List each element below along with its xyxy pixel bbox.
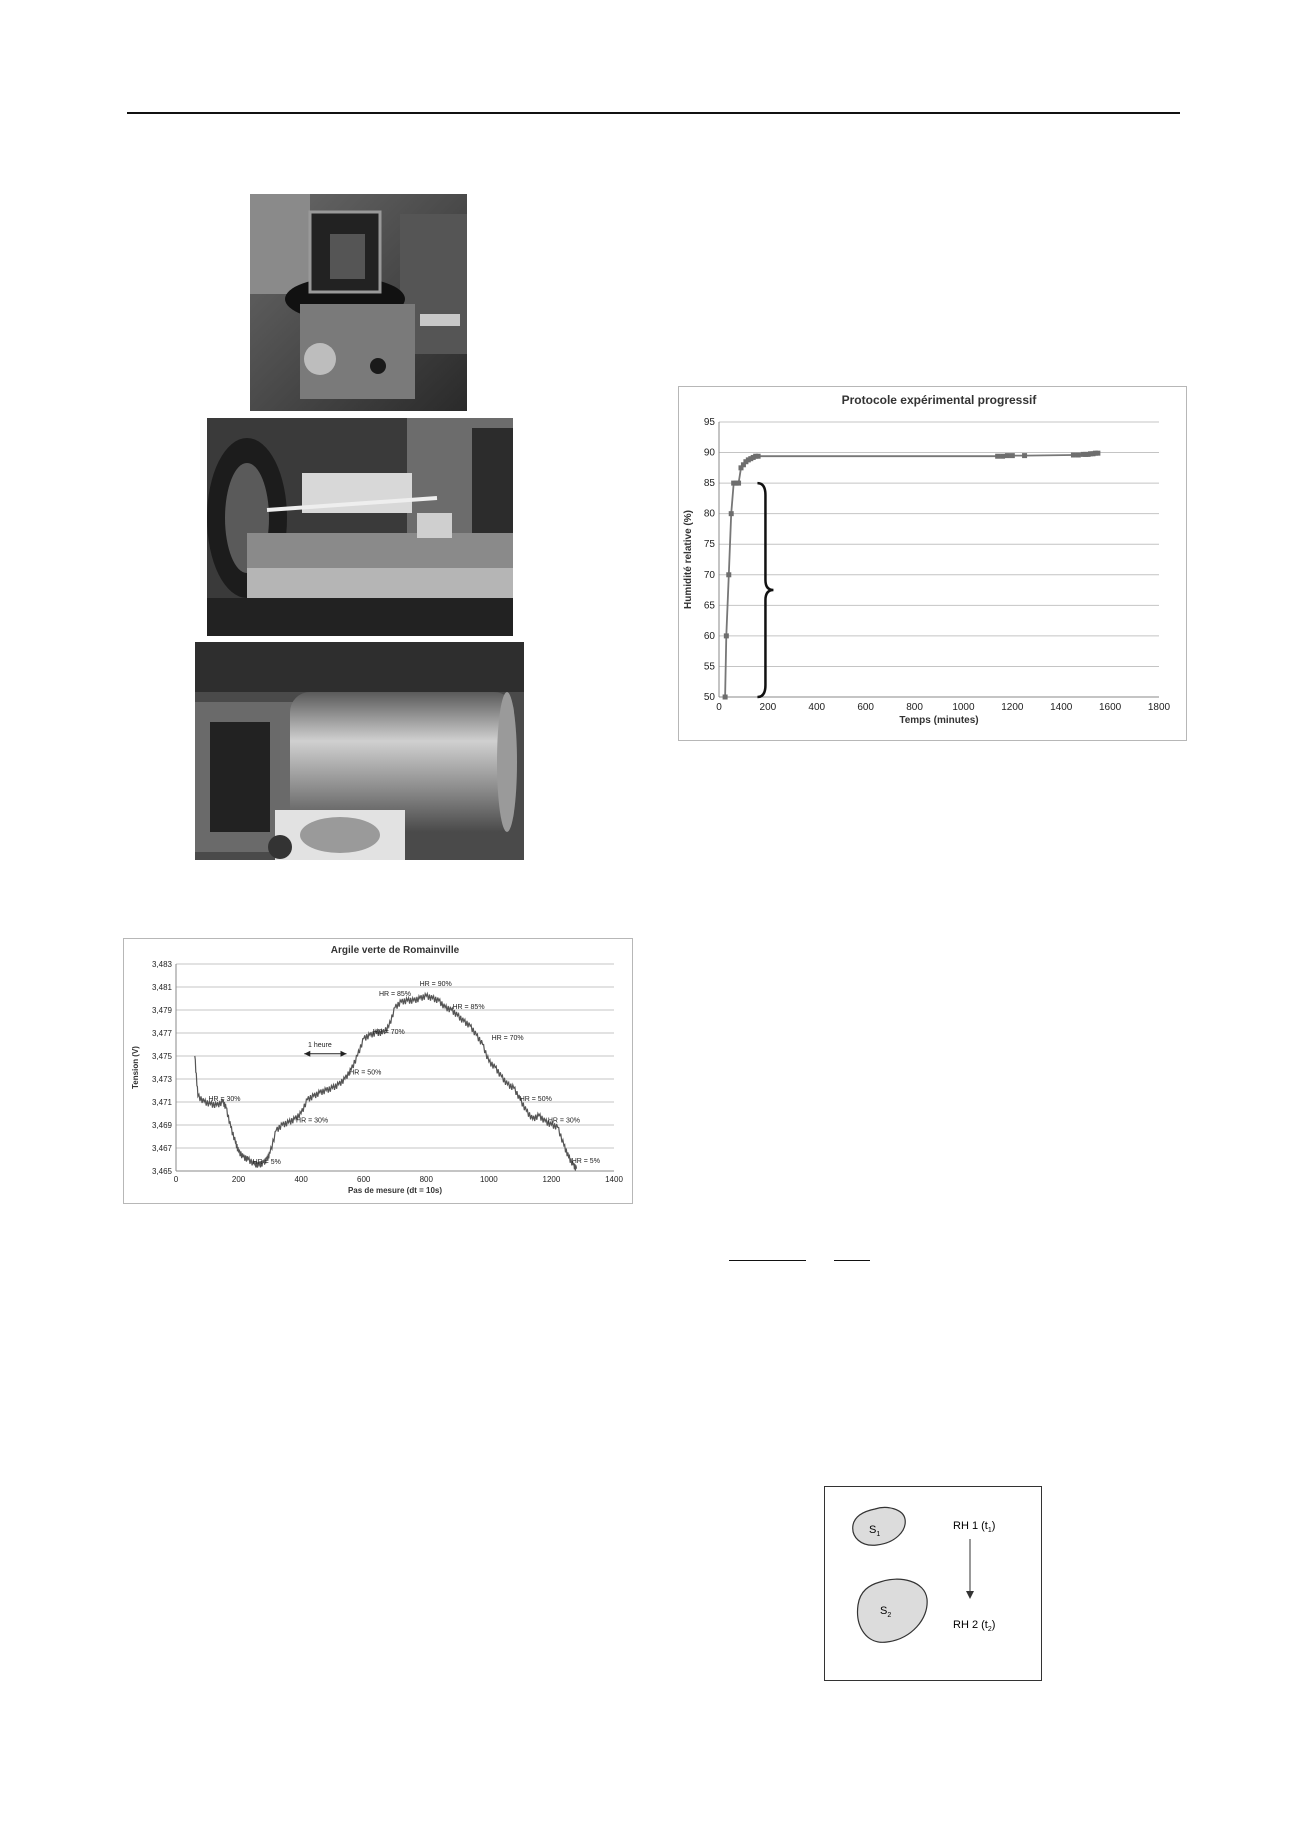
data-point [726, 572, 731, 577]
fraction-bar [834, 1260, 870, 1261]
grain-shape-s2 [858, 1579, 928, 1642]
x-tick-label: 1200 [542, 1175, 561, 1184]
x-tick-label: 600 [857, 702, 875, 713]
grain-shape-s1 [853, 1507, 905, 1545]
x-tick-label: 1800 [1147, 702, 1171, 713]
y-tick-label: 3,479 [151, 1006, 172, 1015]
data-point [1022, 453, 1027, 458]
data-point [1095, 451, 1100, 456]
y-tick-label: 3,467 [151, 1144, 172, 1153]
y-tick-label: 90 [703, 447, 715, 459]
curly-brace [757, 483, 773, 697]
annotation-label: HR = 70% [491, 1034, 524, 1042]
y-axis-label: Tension (V) [131, 1046, 140, 1089]
y-tick-label: 3,469 [151, 1121, 172, 1130]
x-tick-label: 0 [716, 702, 722, 713]
x-tick-label: 1000 [479, 1175, 498, 1184]
x-tick-label: 1400 [1050, 702, 1073, 713]
annotation-label: HR = 85% [378, 991, 412, 999]
x-tick-label: 200 [231, 1175, 246, 1184]
data-point [1071, 453, 1076, 458]
x-tick-label: 1400 [605, 1175, 623, 1184]
photo-sample-stage [207, 418, 513, 636]
annotation-label: HR = 70% [372, 1029, 405, 1037]
x-tick-label: 400 [294, 1175, 308, 1184]
data-point [1010, 453, 1015, 458]
y-tick-label: 3,465 [151, 1167, 172, 1176]
photo-humidity-cell [250, 194, 467, 411]
header-rule [127, 112, 1180, 114]
y-tick-label: 50 [703, 692, 715, 703]
x-tick-label: 0 [173, 1175, 179, 1184]
annotation-label: HR = 5% [252, 1159, 281, 1167]
x-tick-label: 1200 [1001, 702, 1024, 713]
chart-title: Protocole expérimental progressif [841, 393, 1037, 407]
annotation-label: HR = 30% [547, 1117, 580, 1125]
x-tick-label: 1000 [952, 702, 975, 713]
annotation-label: HR = 90% [419, 980, 452, 988]
x-tick-label: 800 [906, 702, 923, 713]
y-tick-label: 3,471 [151, 1098, 172, 1107]
data-point [729, 511, 734, 516]
shape-label-s2: $S_2$ [880, 1605, 892, 1619]
x-tick-label: 1600 [1098, 702, 1122, 713]
data-point [1005, 453, 1010, 458]
y-tick-label: 75 [703, 539, 715, 551]
y-tick-label: 60 [703, 630, 715, 642]
annotation-label: HR = 30% [296, 1117, 329, 1125]
x-tick-label: 200 [759, 702, 777, 713]
fraction-bar [729, 1260, 806, 1261]
annotation-label: HR = 85% [452, 1003, 485, 1011]
data-point [724, 633, 729, 638]
shape-label-s1: $S_1$ [869, 1524, 881, 1538]
chart-argile-verte [123, 938, 633, 1204]
annotation-label: HR = 5% [571, 1157, 600, 1165]
photo-chamber [195, 642, 524, 860]
y-axis-label: Humidité relative (%) [683, 510, 694, 609]
y-tick-label: 3,473 [151, 1075, 172, 1084]
x-tick-label: 800 [419, 1175, 433, 1184]
y-tick-label: 3,483 [151, 960, 172, 969]
data-point [995, 454, 1000, 459]
y-tick-label: 70 [703, 569, 715, 581]
x-tick-label: 400 [808, 702, 826, 713]
chart-protocole [678, 386, 1187, 741]
y-tick-label: 55 [703, 661, 715, 673]
grain-swelling-diagram [824, 1486, 1042, 1681]
arrow-head-icon [966, 1591, 974, 1599]
data-point [1076, 453, 1081, 458]
y-tick-label: 3,481 [151, 983, 172, 992]
annotation-label: 1 heure [308, 1041, 332, 1049]
y-tick-label: 65 [703, 600, 715, 612]
state-label-rh1: RH 1 $(t_1)$ [953, 1520, 996, 1534]
y-tick-label: 3,477 [151, 1029, 172, 1038]
series-line [195, 994, 577, 1171]
data-point [1000, 454, 1005, 459]
x-tick-label: 600 [357, 1175, 371, 1184]
x-axis-label: Temps (minutes) [899, 715, 979, 726]
y-tick-label: 3,475 [151, 1052, 172, 1061]
state-label-rh2: RH 2 $(t_2)$ [953, 1619, 996, 1633]
data-point [736, 481, 741, 486]
chart-title: Argile verte de Romainville [330, 945, 460, 956]
y-tick-label: 80 [703, 508, 715, 520]
data-point [723, 695, 728, 700]
annotation-label: HR = 50% [349, 1069, 382, 1077]
y-tick-label: 95 [703, 417, 715, 428]
x-axis-label: Pas de mesure (dt = 10s) [347, 1186, 443, 1195]
annotation-label: HR = 50% [519, 1095, 552, 1103]
y-tick-label: 85 [703, 478, 715, 490]
data-point [756, 454, 761, 459]
annotation-label: HR = 30% [208, 1095, 241, 1103]
